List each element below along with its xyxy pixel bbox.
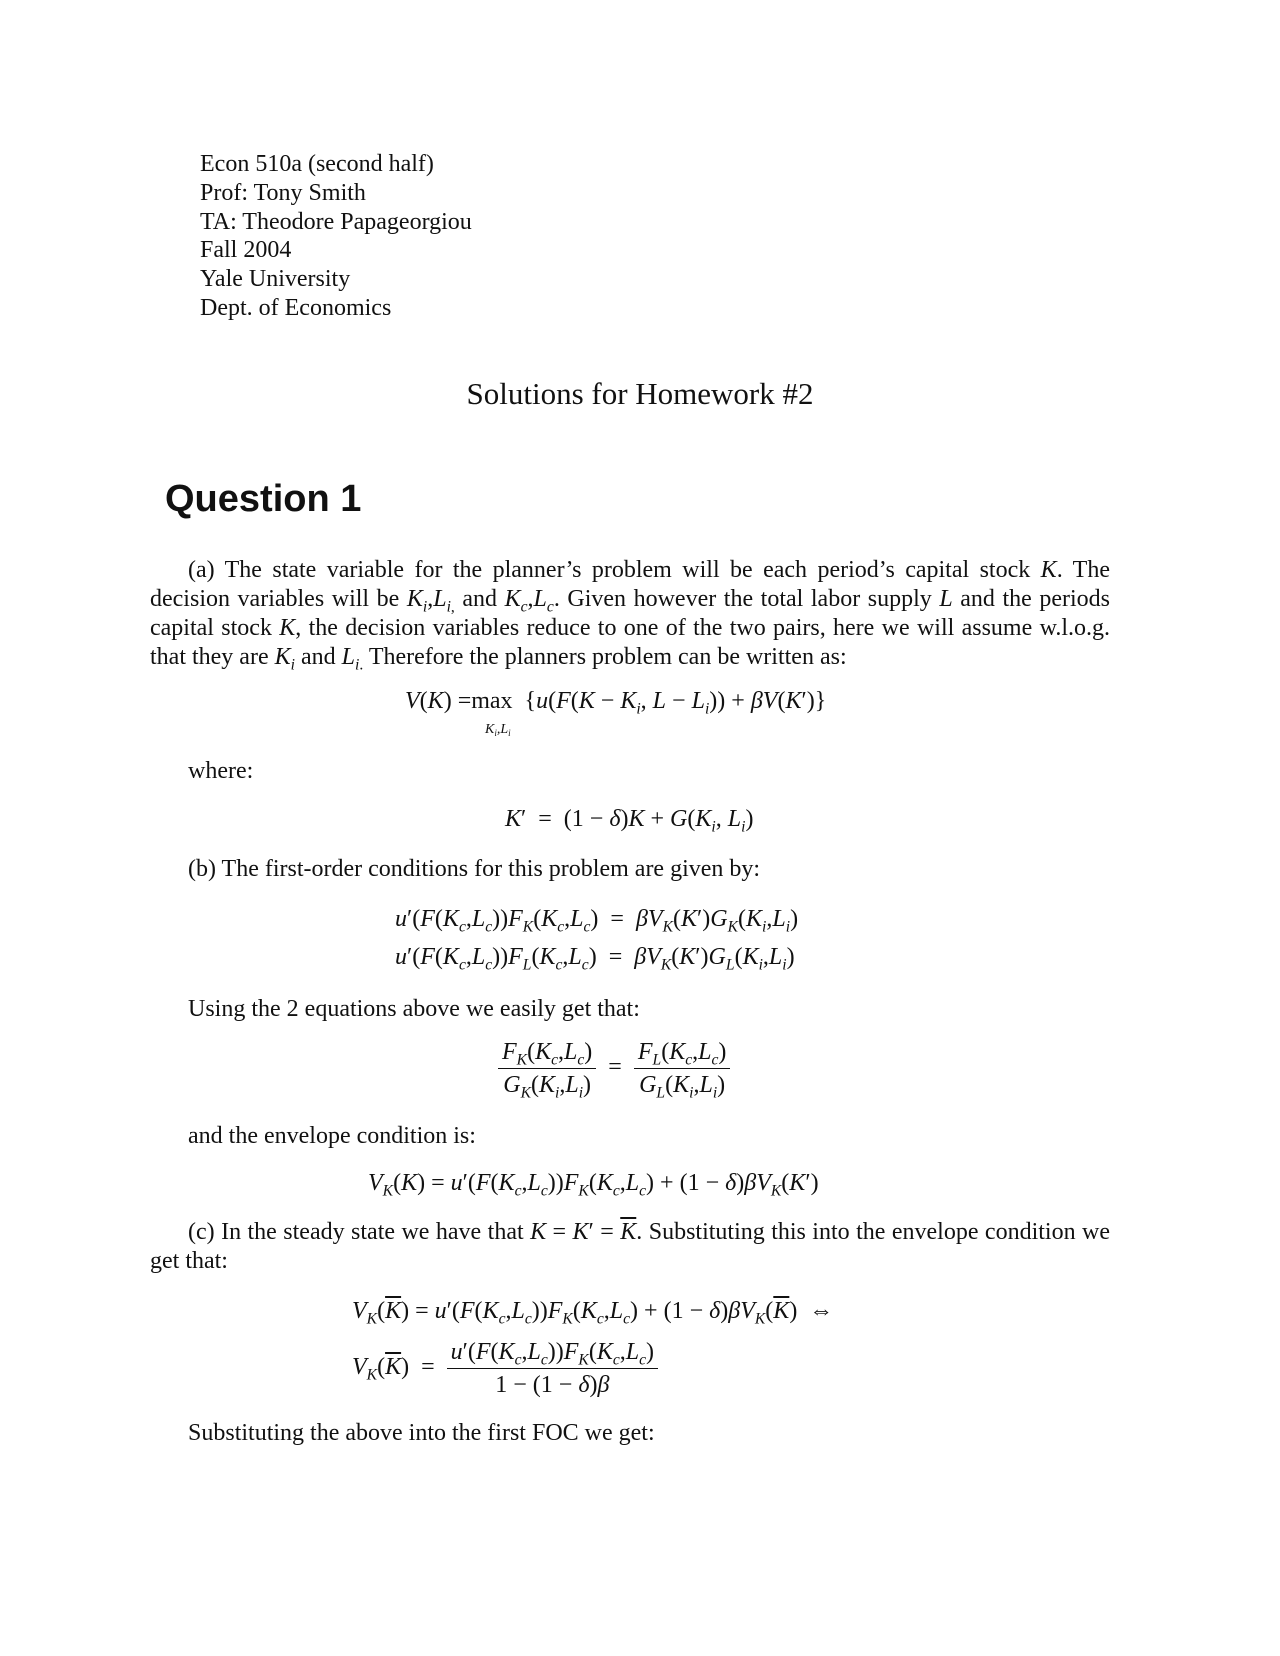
bellman-equation: V(K) =max {$u(F(K - K_i$, $L - L_i)) + \beta V(K')$} [405, 688, 827, 718]
foc-equation-2: $u'(F(K_c,L_c))F_L(K_c,L_c) = \beta V_K(K')G_L(K_i,L_i)$ [395, 944, 795, 974]
department: Dept. of Economics [200, 294, 392, 321]
steady-state-equation: $V_K(\overline{K}) = u'(F(K_c,L_c))F_K(K_c,L_c) + (1 - \delta)\beta V_K(\overline{K})$ ⇔ [352, 1298, 834, 1328]
professor: Prof: Tony Smith [200, 179, 366, 206]
envelope-equation: $V_K(K) = u'(F(K_c,L_c))F_K(K_c,L_c) + (1 - \delta)\beta V_K(K')$ [368, 1170, 819, 1200]
question-heading: Question 1 [165, 478, 362, 520]
max-subscript: $K_i,L_i$ [485, 722, 511, 739]
page-title: Solutions for Homework #2 [466, 376, 814, 411]
course-header [200, 150, 472, 323]
term: Fall 2004 [200, 237, 292, 264]
using-text: Using the 2 equations above we easily get that: [188, 996, 640, 1022]
paragraph-a: (a) The state variable for the planner’s problem will be each period’s capital stock K. The decision variables will be $K_i,L_{i,}$ and $K_c,L_c$. Given however the total labor supply L and the periods capital stock K, the decision variables reduce to one of the two pairs, here we will assume w.l.o.g. that they are $K_i$ and $L_{i.}$ Therefore the planners problem can be written as: [150, 557, 1111, 674]
steady-state-solution: $V_K(\overline{K})$ = $\frac{u'(F(K_c,L_c))F_K(K_c,L_c)}{1 - (1 - \delta)\beta}$ [352, 1336, 658, 1401]
ratio-equation: $\frac{F_K(K_c,L_c)}{G_K(K_i,L_i)}$ = $\frac{F_L(K_c,L_c)}{G_L(K_i,L_i)}$ [498, 1036, 730, 1101]
course-name: Econ 510a (second half) [200, 151, 434, 177]
foc-equation-1: $u'(F(K_c,L_c))F_K(K_c,L_c) = \beta V_K(K')G_K(K_i,L_i)$ [395, 906, 799, 936]
envelope-text: and the envelope condition is: [188, 1123, 476, 1149]
paragraph-b: (b) The first-order conditions for this problem are given by: [188, 856, 761, 882]
paragraph-c: (c) In the steady state we have that $K = K' = \overline{K}$. Substituting this into the envelope condition we get that: [150, 1219, 1111, 1274]
law-of-motion-equation: $K' = (1 - \delta)K + G(K_i$, $L_i$) [505, 806, 754, 836]
teaching-assistant: TA: Theodore Papageorgiou [200, 208, 472, 235]
where-label: where: [188, 758, 254, 784]
substituting-text: Substituting the above into the first FOC we get: [188, 1420, 655, 1446]
university: Yale University [200, 266, 351, 293]
